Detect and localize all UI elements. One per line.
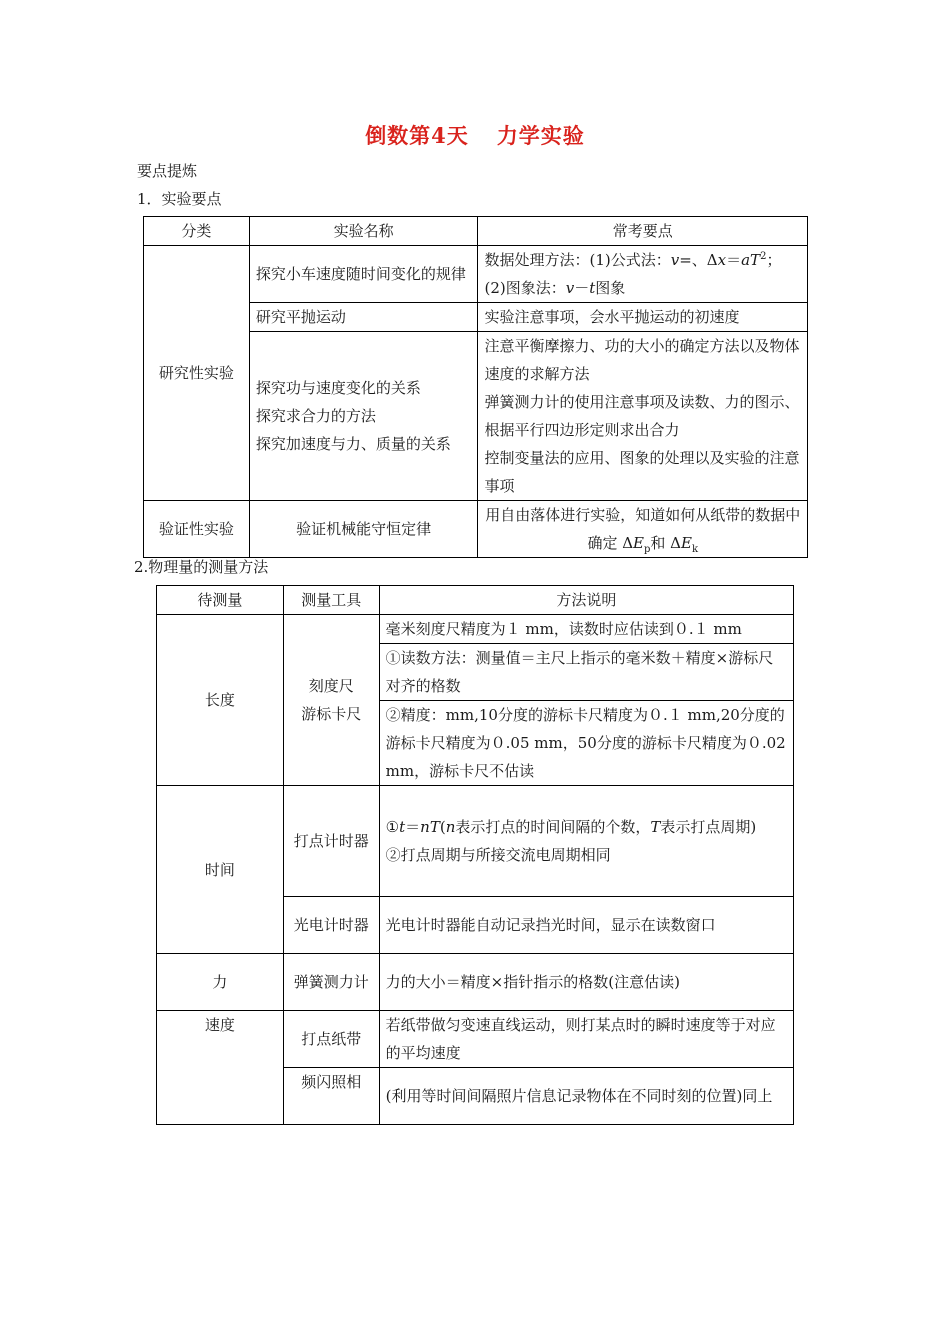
category-verification: 验证性实验 <box>144 501 250 558</box>
experiment-name: 探究加速度与力、质量的关系 <box>255 435 451 453</box>
key-point: 弹簧测力计的使用注意事项及读数、力的图示、根据平行四边形定则求出合力 <box>484 393 800 439</box>
heading-experiment-points: 1．实验要点 <box>137 190 222 208</box>
table-row <box>157 1011 794 1068</box>
experiment-name: 验证机械能守恒定律 <box>249 501 478 558</box>
title-day: 倒数第4天 <box>365 123 469 148</box>
quantity-length: 长度 <box>157 615 284 786</box>
table-row <box>144 501 808 558</box>
tool-strobe-photo: 频闪照相 <box>283 1068 379 1125</box>
method-text: 力的大小＝精度×指针指示的格数(注意估读) <box>379 954 793 1011</box>
table-header-row <box>157 586 794 615</box>
header-key-points: 常考要点 <box>478 217 808 246</box>
header-category: 分类 <box>144 217 250 246</box>
experiment-name: 探究功与速度变化的关系 <box>255 379 421 397</box>
tool-ruler: 刻度尺 <box>308 677 354 695</box>
table-header-row <box>144 217 808 246</box>
table-row <box>157 954 794 1011</box>
method-text: ②精度：mm,10分度的游标卡尺精度为０.１ mm,20分度的游标卡尺精度为０.05 mm，50分度的游标卡尺精度为０.02 mm，游标卡尺不估读 <box>379 701 793 786</box>
tool-spring-scale: 弹簧测力计 <box>283 954 379 1011</box>
tool-vernier-caliper: 游标卡尺 <box>301 705 362 723</box>
experiment-name: 研究平抛运动 <box>249 303 478 332</box>
experiment-name: 探究求合力的方法 <box>255 407 376 425</box>
key-point: 数据处理方法：(1)公式法：v=、$\Delta x=aT^2$；(2)图象法：v－t图象 <box>478 246 808 303</box>
key-point: 实验注意事项，会水平抛运动的初速度 <box>478 303 808 332</box>
page-title <box>0 120 950 150</box>
section-heading: 要点提炼 <box>137 162 198 180</box>
method-text: ①t＝nT(n表示打点的时间间隔的个数，T表示打点周期) <box>385 818 757 836</box>
quantity-force: 力 <box>157 954 284 1011</box>
method-text: 光电计时器能自动记录挡光时间，显示在读数窗口 <box>379 897 793 954</box>
tool-timer: 打点计时器 <box>283 786 379 897</box>
tool-paper-tape: 打点纸带 <box>283 1011 379 1068</box>
method-text: 若纸带做匀变速直线运动，则打某点时的瞬时速度等于对应的平均速度 <box>379 1011 793 1068</box>
measurement-methods-table <box>156 585 794 1125</box>
experiment-names-group <box>249 332 478 501</box>
method-text: ①读数方法：测量值＝主尺上指示的毫米数＋精度×游标尺对齐的格数 <box>379 644 793 701</box>
key-point: 控制变量法的应用、图象的处理以及实验的注意事项 <box>484 449 800 495</box>
table-row <box>157 615 794 644</box>
header-quantity: 待测量 <box>157 586 284 615</box>
table-row <box>157 786 794 897</box>
method-text: (利用等时间间隔照片信息记录物体在不同时刻的位置)同上 <box>379 1068 793 1125</box>
method-text-group <box>379 786 793 897</box>
quantity-speed: 速度 <box>157 1011 284 1125</box>
key-points-group <box>478 332 808 501</box>
header-experiment-name: 实验名称 <box>249 217 478 246</box>
header-tool: 测量工具 <box>283 586 379 615</box>
key-point: 用自由落体进行实验，知道如何从纸带的数据中确定 $\Delta E_p$和 $\Delta E_k$ <box>478 501 808 558</box>
method-text: ②打点周期与所接交流电周期相同 <box>385 846 611 864</box>
heading-measurement-methods: 2.物理量的测量方法 <box>134 558 269 576</box>
experiment-name: 探究小车速度随时间变化的规律 <box>249 246 478 303</box>
quantity-time: 时间 <box>157 786 284 954</box>
key-point: 注意平衡摩擦力、功的大小的确定方法以及物体速度的求解方法 <box>484 337 800 383</box>
tool-photogate: 光电计时器 <box>283 897 379 954</box>
tool-ruler-caliper <box>283 615 379 786</box>
category-research: 研究性实验 <box>144 246 250 501</box>
table-row <box>144 246 808 303</box>
experiment-points-table <box>143 216 808 558</box>
title-topic: 力学实验 <box>496 123 585 148</box>
method-text: 毫米刻度尺精度为１ mm，读数时应估读到０.１ mm <box>379 615 793 644</box>
header-method: 方法说明 <box>379 586 793 615</box>
